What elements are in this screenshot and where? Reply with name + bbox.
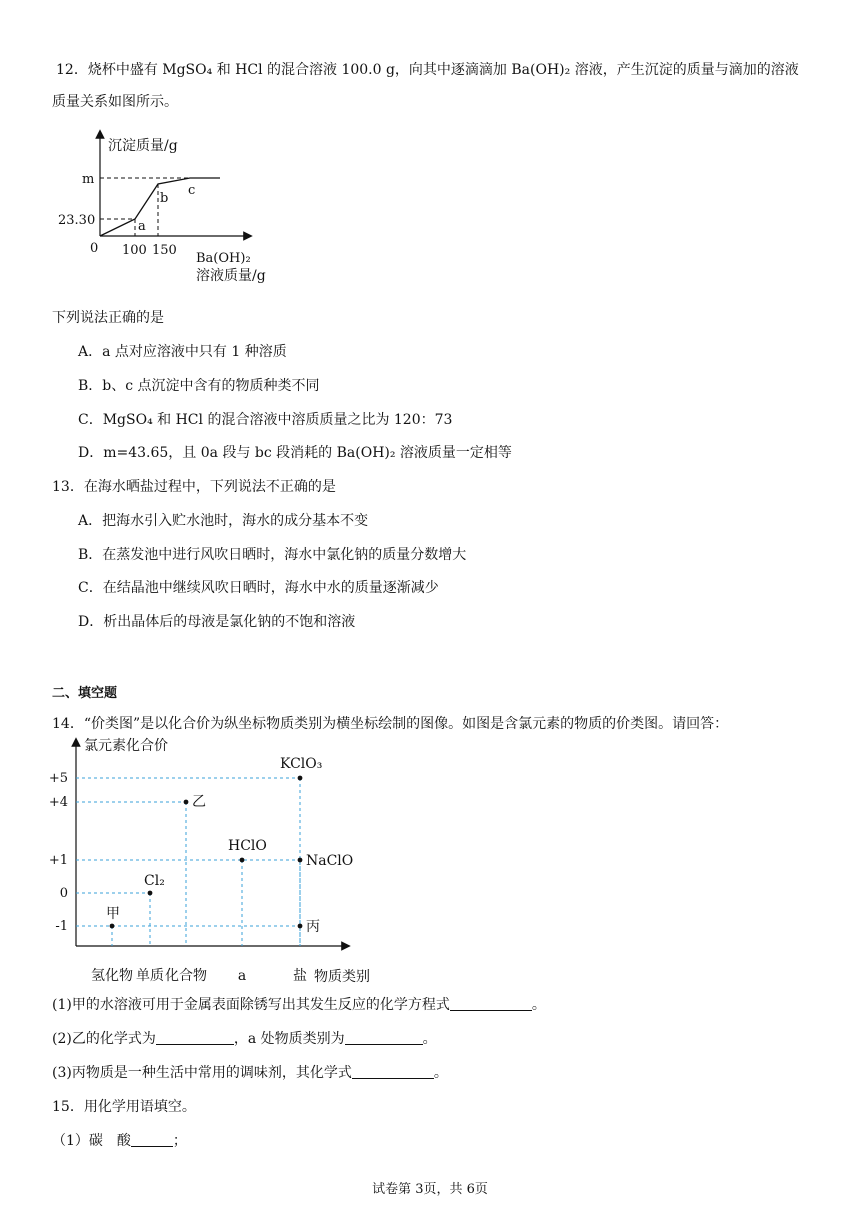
data-point: [298, 858, 303, 863]
category-label: 盐: [293, 968, 307, 984]
q15-sub1-blank[interactable]: [131, 1132, 173, 1147]
point-label-a: a: [138, 219, 146, 234]
q14-sub3-text: (3)丙物质是一种生活中常用的调味剂，其化学式: [52, 1065, 352, 1081]
q15-stem: 15．用化学用语填空。: [52, 1099, 196, 1115]
data-point: [240, 858, 245, 863]
point-label-c: c: [188, 183, 196, 198]
x-axis-label: 物质类别: [314, 969, 370, 985]
y-tick-m: m: [82, 172, 95, 187]
y-tick-label: +1: [48, 853, 68, 868]
q14-sub1-end: 。: [531, 997, 546, 1013]
q13-option-a: A．把海水引入贮水池时，海水的成分基本不变: [78, 513, 369, 529]
q12-option-c: C．MgSO₄ 和 HCl 的混合溶液中溶质质量之比为 120：73: [78, 412, 453, 428]
q12-option-b: B．b、c 点沉淀中含有的物质种类不同: [78, 378, 320, 394]
y-axis-label: 沉淀质量/g: [108, 138, 178, 154]
x-tick-150: 150: [152, 243, 177, 258]
q14-sub2: [52, 1029, 437, 1049]
q14-sub3: [52, 1063, 448, 1083]
data-point: [298, 924, 303, 929]
data-point: [110, 924, 115, 929]
point-label: 甲: [106, 906, 120, 922]
page-footer: 试卷第 3页，共 6页: [372, 1182, 488, 1197]
valence-category-chart: [40, 736, 380, 986]
q14-sub1-text: (1)甲的水溶液可用于金属表面除锈写出其发生反应的化学方程式: [52, 997, 450, 1013]
data-point: [184, 800, 189, 805]
x-tick-100: 100: [122, 243, 147, 258]
precipitate-chart: [40, 126, 280, 286]
q14-sub2-text-a: (2)乙的化学式为: [52, 1031, 156, 1047]
category-label: 单质: [136, 968, 164, 984]
q13-stem: 13．在海水晒盐过程中，下列说法不正确的是: [52, 479, 336, 495]
data-point: [148, 891, 153, 896]
q14-sub2-end: 。: [422, 1031, 437, 1047]
q15-sub1: [52, 1131, 187, 1151]
q15-sub1-end: ；: [172, 1133, 187, 1149]
q13-option-d: D．析出晶体后的母液是氯化钠的不饱和溶液: [78, 614, 356, 630]
y-tick-23-30: 23.30: [58, 213, 96, 228]
y-axis-label: 氯元素化合价: [84, 738, 168, 754]
q14-sub3-blank[interactable]: [352, 1064, 434, 1079]
q15-sub1-text: （1）碳 酸: [52, 1133, 131, 1149]
q12-prompt: 下列说法正确的是: [52, 310, 164, 326]
y-tick-label: +4: [48, 795, 68, 810]
x-axis-label-line2: 溶液质量/g: [196, 268, 266, 284]
point-label-b: b: [160, 191, 169, 206]
precipitate-curve: [100, 178, 220, 236]
point-label: KClO₃: [280, 756, 323, 772]
y-tick-label: -1: [55, 919, 68, 934]
q12-option-a: A．a 点对应溶液中只有 1 种溶质: [78, 344, 287, 360]
category-label: a: [237, 968, 247, 984]
point-label: HClO: [228, 838, 267, 854]
q14-sub2-blank-2[interactable]: [345, 1030, 423, 1045]
q14-sub2-blank-1[interactable]: [156, 1030, 234, 1045]
y-tick-label: 0: [59, 886, 68, 901]
q14-sub1: [52, 995, 546, 1015]
point-label: NaClO: [306, 853, 354, 869]
q12-option-d: D．m=43.65，且 0a 段与 bc 段消耗的 Ba(OH)₂ 溶液质量一定相等: [78, 445, 512, 461]
q12-stem-line2: 质量关系如图所示。: [52, 94, 178, 110]
q13-option-b: B．在蒸发池中进行风吹日晒时，海水中氯化钠的质量分数增大: [78, 547, 467, 563]
q13-option-c: C．在结晶池中继续风吹日晒时，海水中水的质量逐渐减少: [78, 580, 439, 596]
section-heading: 二、填空题: [52, 686, 118, 701]
point-label: Cl₂: [144, 873, 165, 889]
q14-stem: 14．“价类图”是以化合价为纵坐标物质类别为横坐标绘制的图像。如图是含氯元素的物质的价类图。请回答：: [52, 716, 729, 732]
category-label: 化合物: [165, 968, 207, 984]
data-point: [298, 776, 303, 781]
y-tick-label: +5: [48, 771, 68, 786]
point-label: 丙: [306, 919, 320, 935]
q12-stem-line1: 12．烧杯中盛有 MgSO₄ 和 HCl 的混合溶液 100.0 g，向其中逐滴滴加 Ba(OH)₂ 溶液，产生沉淀的质量与滴加的溶液: [56, 62, 799, 78]
q14-sub3-end: 。: [433, 1065, 448, 1081]
category-label: 氢化物: [91, 968, 133, 984]
x-tick-0: 0: [90, 241, 99, 256]
point-label: 乙: [192, 794, 206, 810]
q14-sub2-text-b: ，a 处物质类别为: [233, 1031, 345, 1047]
q14-sub1-blank[interactable]: [450, 996, 532, 1011]
x-axis-label-line1: Ba(OH)₂: [196, 251, 251, 266]
